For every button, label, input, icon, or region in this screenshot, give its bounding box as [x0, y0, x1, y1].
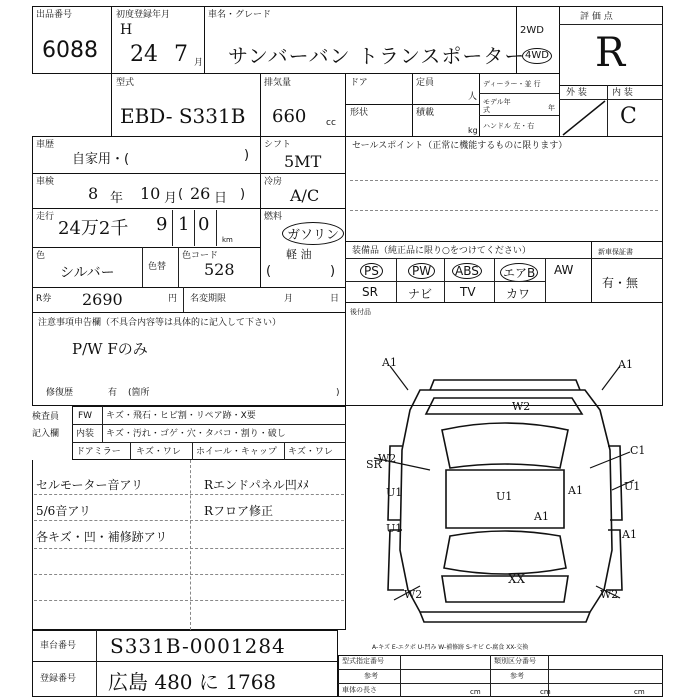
notes-text: P/W Fのみ	[72, 340, 148, 358]
year-unit: 年	[548, 104, 555, 112]
color-value: シルバー	[60, 265, 115, 281]
usage-cell	[32, 136, 261, 174]
reg-value: 広島 480 に 1768	[108, 670, 277, 694]
era-mark: H	[120, 22, 133, 38]
load-label: 積載	[416, 108, 435, 118]
name-change-month: 月	[284, 294, 294, 304]
cm-unit-3: cm	[634, 688, 645, 696]
remark-left-3: 各キズ・凹・補修跡アリ	[36, 530, 168, 544]
color-code-label: 色コード	[182, 251, 219, 261]
mark-a1-top-left: A1	[382, 356, 397, 369]
drive-4wd: 4WD	[522, 48, 552, 64]
displacement-label: 排気量	[264, 78, 292, 88]
inspection-day-unit: 日	[214, 191, 228, 206]
equip-ps: PS	[360, 263, 383, 279]
shift-label: シフト	[264, 140, 292, 150]
chassis-value: S331B-0001284	[110, 634, 286, 658]
dealer-label: ディーラー・並 行	[483, 80, 541, 88]
mark-u1-a: U1	[386, 486, 403, 499]
model-name: サンバーバン トランスポーター	[228, 44, 526, 68]
mileage-label: 走行	[36, 212, 55, 222]
repair-place-label: (箇所	[128, 388, 150, 398]
ac-label: 冷房	[264, 177, 283, 187]
mark-w2-top: W2	[512, 400, 531, 413]
equip-leather: カワ	[506, 287, 531, 301]
sales-point-cell	[345, 136, 663, 242]
equip-sr: SR	[362, 285, 378, 299]
recycle-value: 2690	[82, 290, 123, 309]
displacement-unit: cc	[326, 118, 336, 128]
remark-left-1: セルモーター音アリ	[36, 478, 144, 492]
category-number-label: 類別区分番号	[494, 657, 536, 665]
cm-unit-2: cm	[540, 688, 551, 696]
exterior-label: 外 装	[566, 88, 587, 98]
reg-label: 登録番号	[40, 674, 77, 684]
mark-w2-bottom-right: W2	[600, 588, 619, 601]
interior-label: 内 装	[612, 88, 633, 98]
mark-a1-mid: A1	[534, 510, 549, 523]
overall-grade: R	[595, 30, 626, 76]
usage-value: 自家用・(	[72, 152, 130, 167]
mileage-value: 24万2千	[58, 218, 129, 239]
inspection-label: 車検	[36, 177, 55, 187]
reg-month-unit: 月	[194, 58, 204, 68]
fuel-paren-open: (	[266, 264, 272, 279]
drive-2wd: 2WD	[520, 25, 544, 36]
capacity-label: 定員	[416, 78, 435, 88]
lot-number: 6088	[42, 38, 98, 63]
recycle-unit: 円	[168, 294, 178, 304]
type-designation-label: 型式指定番号	[342, 657, 384, 665]
name-change-day: 日	[330, 294, 340, 304]
equip-tv: TV	[460, 285, 476, 299]
reference-label-2: 参考	[510, 672, 524, 680]
load-unit: kg	[468, 126, 478, 135]
recycle-label: R券	[36, 294, 52, 304]
entry-label: 記入欄	[32, 429, 60, 439]
remark-right-2: Rフロア修正	[204, 504, 274, 518]
vehicle-length-label: 車体の長さ	[342, 686, 377, 694]
checklist-interior-label: 内装	[76, 429, 95, 439]
displacement-value: 660	[272, 106, 307, 127]
inspection-month-unit: 月	[164, 191, 178, 206]
warranty-label: 新車保証書	[598, 248, 633, 256]
sales-point-label: セールスポイント（正常に機能するものに限ります）	[352, 141, 568, 151]
notes-label: 注意事項申告欄（不具合内容等は具体的に記入して下さい）	[38, 318, 282, 328]
mark-c1: C1	[630, 444, 646, 457]
model-year-label: モデル年式	[483, 98, 511, 114]
damage-legend: A-キズ E-エクボ U-凹み W-補修跡 S-サビ C-腐食 XX-交換	[372, 644, 529, 651]
mark-a1-top-right: A1	[618, 358, 633, 371]
mileage-unit: km	[222, 236, 233, 244]
fuel-value: ガソリン	[282, 222, 344, 245]
fuel-light-oil: 軽 油	[286, 248, 312, 261]
mark-sr: SR	[366, 458, 382, 471]
inspection-year: 8	[88, 184, 99, 203]
name-change-label: 名変期限	[190, 294, 227, 304]
inspection-day: 26	[190, 184, 211, 203]
remark-left-2: 5/6音アリ	[36, 504, 91, 518]
warranty-value: 有・無	[602, 276, 639, 290]
interior-grade: C	[620, 104, 637, 129]
repair-label: 修復歴	[46, 388, 74, 398]
equip-pw: PW	[408, 263, 435, 279]
wheel-cap-label: ホイール・キャップ	[196, 447, 277, 457]
lot-label: 出品番号	[36, 10, 73, 20]
remark-right-1: Rエンドパネル凹ﾒﾒ	[204, 478, 309, 492]
door-mirror-items: キズ・ワレ	[136, 447, 181, 457]
mark-u1-right: U1	[624, 480, 641, 493]
cm-unit-1: cm	[470, 688, 481, 696]
mileage-digit-2: 1	[178, 214, 190, 235]
door-mirror-label: ドアミラー	[76, 447, 121, 457]
mark-w2-left: W2	[378, 452, 397, 465]
inspection-year-unit: 年	[110, 191, 124, 206]
repair-value: 有	[108, 388, 118, 398]
usage-label: 車歴	[36, 140, 55, 150]
reg-year: 24	[130, 42, 158, 67]
mileage-digit-3: 0	[198, 214, 210, 235]
repair-close: )	[336, 388, 340, 398]
inspection-open: (	[178, 187, 184, 202]
color-change-label: 色替	[148, 262, 167, 272]
fuel-paren-close: )	[330, 264, 336, 279]
aftermarket-label: 後付品	[350, 308, 371, 316]
color-code-value: 528	[204, 260, 235, 279]
mark-w2-bottom-left: W2	[404, 588, 423, 601]
type-value: EBD- S331B	[120, 104, 246, 128]
shift-value: 5MT	[284, 152, 322, 171]
mark-a1-right: A1	[568, 484, 583, 497]
handle-label: ハンドル 左・右	[483, 122, 535, 130]
equip-abs: ABS	[452, 263, 482, 279]
equip-airbag: エアB	[500, 263, 538, 282]
equip-aw: AW	[554, 263, 574, 277]
first-reg-label: 初度登録年月	[116, 10, 171, 20]
inspection-month: 10	[140, 184, 161, 203]
inspection-close: )	[240, 187, 246, 202]
checklist-interior-items: キズ・汚れ・ゴゲ・穴・タバコ・割り・破し	[106, 429, 286, 439]
reg-month: 7	[174, 42, 188, 67]
grade-label: 評 価 点	[580, 12, 613, 22]
model-label: 車名・グレード	[208, 10, 272, 20]
mark-a1-lower: A1	[622, 528, 637, 541]
exterior-grade-slash	[559, 99, 607, 137]
capacity-unit: 人	[468, 92, 478, 102]
recycle-cell	[32, 287, 346, 313]
equip-navi: ナビ	[408, 287, 433, 301]
mark-u1-b: U1	[386, 522, 403, 535]
inspector-label: 検査員	[32, 412, 60, 422]
mark-u1-center: U1	[496, 490, 513, 503]
wheel-cap-items: キズ・ワレ	[288, 447, 333, 457]
usage-close: )	[244, 148, 250, 163]
color-label: 色	[36, 251, 46, 261]
fw-items: キズ・飛石・ヒビ割・リペア跡・X要	[106, 411, 256, 421]
fuel-label: 燃料	[264, 212, 283, 222]
chassis-label: 車台番号	[40, 641, 77, 651]
shape-label: 形状	[350, 108, 369, 118]
type-label: 型式	[116, 78, 135, 88]
ac-value: A/C	[290, 186, 320, 205]
door-label: ドア	[350, 78, 368, 88]
equipment-label: 装備品（純正品に限り○をつけてください）	[352, 246, 531, 256]
mileage-digit-1: 9	[156, 214, 168, 235]
reference-label-1: 参考	[364, 672, 378, 680]
mark-xx: XX	[508, 572, 526, 586]
fw-label: FW	[78, 411, 93, 421]
